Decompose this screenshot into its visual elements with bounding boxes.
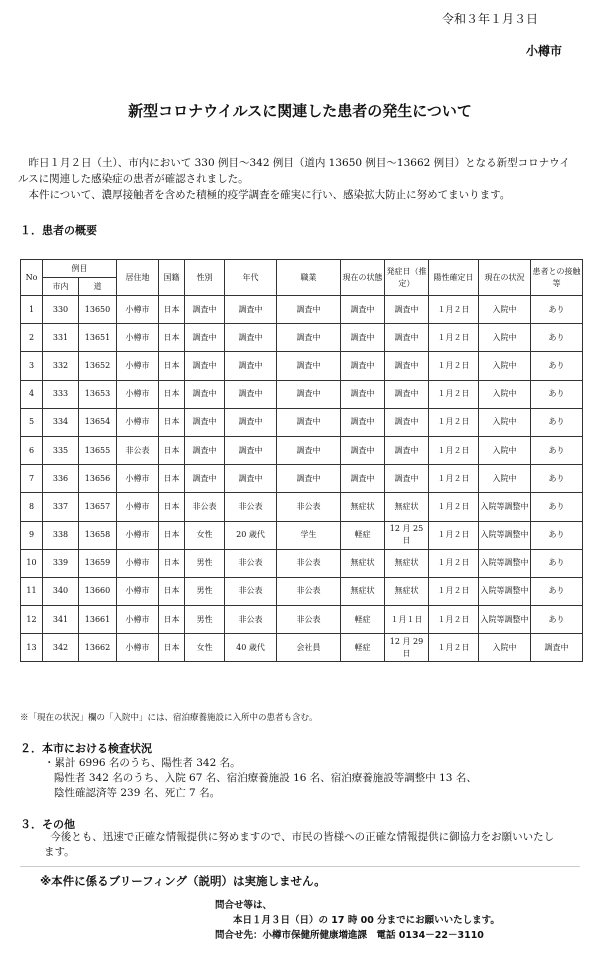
cell-sex: 男性 [185, 549, 225, 577]
cell-confirmed: １月２日 [429, 493, 479, 521]
col-current: 現在の状態 [341, 260, 385, 296]
cell-residence: 小樽市 [117, 634, 159, 662]
patient-table-body [21, 296, 583, 662]
section-1-heading: １．患者の概要 [20, 224, 97, 237]
cell-sex: 非公表 [185, 493, 225, 521]
intro-line-2: 本件について、濃厚接触者を含めた積極的疫学調査を確実に行い、感染拡大防止に努めてまいります。 [28, 189, 511, 201]
table-row [21, 465, 583, 493]
cell-no: 11 [21, 577, 43, 605]
table-row [21, 549, 583, 577]
contact-line-1: 問合せ等は、 [215, 900, 273, 911]
document-title: 新型コロナウイルスに関連した患者の発生について [128, 102, 472, 120]
cell-sex: 調査中 [185, 408, 225, 436]
cell-status: 入院等調整中 [479, 521, 531, 549]
cell-occupation: 調査中 [277, 324, 341, 352]
cell-no: 4 [21, 380, 43, 408]
cell-contact: 調査中 [531, 634, 583, 662]
cell-confirmed: １月２日 [429, 577, 479, 605]
cell-no: 5 [21, 408, 43, 436]
col-city-no: 市内 [43, 278, 79, 296]
cell-onset: １月１日 [385, 606, 429, 634]
cell-sex: 男性 [185, 577, 225, 605]
other-notes-text: 今後とも、迅速で正確な情報提供に努めますので、市民の皆様への正確な情報提供に御協力をお願いいたします。 [44, 831, 555, 858]
col-residence: 居住地 [117, 260, 159, 296]
cell-status: 入院中 [479, 380, 531, 408]
intro-line-1: 昨日１月２日（土）、市内において 330 例目～342 例目（道内 13650 例目～13662 例目）となる新型コロナウイルスに関連した感染症の患者が確認されました。 [18, 157, 570, 185]
cell-city-no: 334 [43, 408, 79, 436]
patient-table-header [21, 260, 583, 296]
cell-onset: 12 月 25 日 [385, 521, 429, 549]
cell-residence: 非公表 [117, 436, 159, 464]
cell-nationality: 日本 [159, 408, 185, 436]
cell-sex: 男性 [185, 606, 225, 634]
section-3-heading: ３．その他 [20, 818, 75, 831]
cell-current: 軽症 [341, 606, 385, 634]
cell-nationality: 日本 [159, 493, 185, 521]
cell-age: 20 歳代 [225, 521, 277, 549]
col-confirmed: 陽性確定日 [429, 260, 479, 296]
cell-sex: 調査中 [185, 380, 225, 408]
cell-no: 8 [21, 493, 43, 521]
cell-city-no: 341 [43, 606, 79, 634]
table-row [21, 606, 583, 634]
cell-city-no: 331 [43, 324, 79, 352]
cell-status: 入院中 [479, 634, 531, 662]
col-case: 例目 [43, 260, 117, 278]
cell-age: 調査中 [225, 465, 277, 493]
cell-city-no: 332 [43, 352, 79, 380]
cell-no: 2 [21, 324, 43, 352]
col-nationality: 国籍 [159, 260, 185, 296]
cell-nationality: 日本 [159, 324, 185, 352]
col-contact: 患者との接触等 [531, 260, 583, 296]
cell-confirmed: １月２日 [429, 380, 479, 408]
cell-nationality: 日本 [159, 549, 185, 577]
cell-contact: あり [531, 521, 583, 549]
table-row [21, 408, 583, 436]
cell-onset: 無症状 [385, 493, 429, 521]
cell-current: 軽症 [341, 521, 385, 549]
cell-status: 入院中 [479, 324, 531, 352]
section-2-heading: ２．本市における検査状況 [20, 742, 152, 755]
cell-status: 入院中 [479, 436, 531, 464]
cell-residence: 小樽市 [117, 493, 159, 521]
cell-sex: 調査中 [185, 465, 225, 493]
table-row [21, 380, 583, 408]
cell-residence: 小樽市 [117, 606, 159, 634]
table-row [21, 521, 583, 549]
cell-residence: 小樽市 [117, 296, 159, 324]
cell-contact: あり [531, 606, 583, 634]
testing-status [44, 756, 477, 801]
cell-nationality: 日本 [159, 521, 185, 549]
table-row [21, 352, 583, 380]
cell-pref-no: 13652 [79, 352, 117, 380]
cell-confirmed: １月２日 [429, 352, 479, 380]
cell-contact: あり [531, 324, 583, 352]
cell-age: 調査中 [225, 436, 277, 464]
cell-confirmed: １月２日 [429, 408, 479, 436]
cell-current: 無症状 [341, 577, 385, 605]
cell-onset: 無症状 [385, 549, 429, 577]
cell-residence: 小樽市 [117, 380, 159, 408]
cell-nationality: 日本 [159, 380, 185, 408]
col-age: 年代 [225, 260, 277, 296]
report-date: 令和３年１月３日 [441, 12, 538, 26]
cell-sex: 女性 [185, 634, 225, 662]
cell-nationality: 日本 [159, 606, 185, 634]
cell-no: 9 [21, 521, 43, 549]
cell-contact: あり [531, 577, 583, 605]
col-no: No [21, 260, 43, 296]
testing-total: ・累計 6996 名のうち、陽性者 342 名。 [44, 757, 241, 769]
cell-occupation: 会社員 [277, 634, 341, 662]
cell-no: 12 [21, 606, 43, 634]
cell-city-no: 342 [43, 634, 79, 662]
cell-current: 調査中 [341, 324, 385, 352]
cell-age: 非公表 [225, 549, 277, 577]
cell-no: 10 [21, 549, 43, 577]
cell-residence: 小樽市 [117, 352, 159, 380]
cell-residence: 小樽市 [117, 577, 159, 605]
cell-residence: 小樽市 [117, 549, 159, 577]
testing-breakdown-2: 陰性確認済等 239 名、死亡 7 名。 [54, 787, 221, 799]
cell-confirmed: １月２日 [429, 634, 479, 662]
cell-sex: 女性 [185, 521, 225, 549]
cell-onset: 調査中 [385, 296, 429, 324]
cell-pref-no: 13653 [79, 380, 117, 408]
cell-confirmed: １月２日 [429, 465, 479, 493]
cell-nationality: 日本 [159, 296, 185, 324]
cell-city-no: 335 [43, 436, 79, 464]
table-row [21, 493, 583, 521]
cell-occupation: 非公表 [277, 606, 341, 634]
cell-no: 13 [21, 634, 43, 662]
cell-age: 非公表 [225, 577, 277, 605]
cell-city-no: 337 [43, 493, 79, 521]
cell-occupation: 非公表 [277, 493, 341, 521]
cell-occupation: 学生 [277, 521, 341, 549]
cell-onset: 調査中 [385, 380, 429, 408]
cell-current: 無症状 [341, 549, 385, 577]
cell-occupation: 非公表 [277, 577, 341, 605]
cell-status: 入院等調整中 [479, 493, 531, 521]
cell-pref-no: 13656 [79, 465, 117, 493]
cell-residence: 小樽市 [117, 465, 159, 493]
cell-age: 調査中 [225, 408, 277, 436]
cell-contact: あり [531, 493, 583, 521]
cell-sex: 調査中 [185, 324, 225, 352]
cell-status: 入院中 [479, 465, 531, 493]
cell-pref-no: 13659 [79, 549, 117, 577]
cell-current: 調査中 [341, 352, 385, 380]
cell-contact: あり [531, 436, 583, 464]
testing-breakdown-1: 陽性者 342 名のうち、入院 67 名、宿泊療養施設 16 名、宿泊療養施設等調整中 13 名、 [54, 772, 477, 784]
issuer-city: 小樽市 [525, 44, 562, 58]
table-row [21, 324, 583, 352]
table-row [21, 436, 583, 464]
cell-current: 調査中 [341, 436, 385, 464]
cell-city-no: 333 [43, 380, 79, 408]
cell-no: 6 [21, 436, 43, 464]
cell-city-no: 340 [43, 577, 79, 605]
table-row [21, 296, 583, 324]
cell-residence: 小樽市 [117, 408, 159, 436]
cell-age: 調査中 [225, 324, 277, 352]
contact-info [215, 898, 500, 943]
cell-pref-no: 13650 [79, 296, 117, 324]
cell-pref-no: 13658 [79, 521, 117, 549]
cell-status: 入院等調整中 [479, 606, 531, 634]
contact-line-3: 問合せ先：小樽市保健所健康増進課 電話 0134－22－3110 [215, 930, 484, 941]
cell-confirmed: １月２日 [429, 549, 479, 577]
cell-no: 3 [21, 352, 43, 380]
cell-status: 入院中 [479, 352, 531, 380]
cell-age: 40 歳代 [225, 634, 277, 662]
cell-occupation: 調査中 [277, 352, 341, 380]
contact-line-2: 本日１月３日（日）の 17 時 00 分までにお願いいたします。 [233, 915, 500, 926]
cell-onset: 調査中 [385, 408, 429, 436]
cell-sex: 調査中 [185, 436, 225, 464]
table-row [21, 577, 583, 605]
cell-city-no: 336 [43, 465, 79, 493]
briefing-notice: ※本件に係るブリーフィング（説明）は実施しません。 [40, 874, 326, 888]
cell-nationality: 日本 [159, 634, 185, 662]
cell-contact: あり [531, 296, 583, 324]
col-sex: 性別 [185, 260, 225, 296]
cell-age: 非公表 [225, 606, 277, 634]
intro-paragraph [18, 155, 578, 203]
cell-nationality: 日本 [159, 436, 185, 464]
cell-confirmed: １月２日 [429, 606, 479, 634]
cell-contact: あり [531, 408, 583, 436]
cell-confirmed: １月２日 [429, 324, 479, 352]
cell-occupation: 調査中 [277, 465, 341, 493]
cell-pref-no: 13662 [79, 634, 117, 662]
cell-city-no: 339 [43, 549, 79, 577]
cell-no: 7 [21, 465, 43, 493]
cell-occupation: 調査中 [277, 296, 341, 324]
cell-status: 入院中 [479, 296, 531, 324]
cell-nationality: 日本 [159, 352, 185, 380]
cell-contact: あり [531, 465, 583, 493]
cell-age: 調査中 [225, 352, 277, 380]
cell-pref-no: 13651 [79, 324, 117, 352]
cell-pref-no: 13660 [79, 577, 117, 605]
table-footnote: ※「現在の状況」欄の「入院中」には、宿泊療養施設に入所中の患者も含む。 [20, 713, 318, 723]
cell-status: 入院等調整中 [479, 549, 531, 577]
divider [20, 866, 580, 867]
cell-current: 無症状 [341, 493, 385, 521]
cell-age: 調査中 [225, 380, 277, 408]
cell-occupation: 調査中 [277, 408, 341, 436]
col-occupation: 職業 [277, 260, 341, 296]
cell-onset: 12 月 29 日 [385, 634, 429, 662]
cell-age: 調査中 [225, 296, 277, 324]
cell-nationality: 日本 [159, 465, 185, 493]
cell-current: 調査中 [341, 408, 385, 436]
cell-confirmed: １月２日 [429, 521, 479, 549]
cell-pref-no: 13661 [79, 606, 117, 634]
cell-contact: あり [531, 380, 583, 408]
cell-contact: あり [531, 352, 583, 380]
cell-current: 調査中 [341, 380, 385, 408]
cell-occupation: 非公表 [277, 549, 341, 577]
cell-status: 入院中 [479, 408, 531, 436]
other-notes [44, 830, 564, 860]
cell-onset: 調査中 [385, 324, 429, 352]
cell-pref-no: 13654 [79, 408, 117, 436]
cell-sex: 調査中 [185, 296, 225, 324]
col-onset: 発症日（推定） [385, 260, 429, 296]
cell-no: 1 [21, 296, 43, 324]
cell-age: 非公表 [225, 493, 277, 521]
cell-occupation: 調査中 [277, 380, 341, 408]
col-status: 現在の状況 [479, 260, 531, 296]
cell-confirmed: １月２日 [429, 436, 479, 464]
patient-table [20, 259, 583, 662]
cell-pref-no: 13655 [79, 436, 117, 464]
cell-pref-no: 13657 [79, 493, 117, 521]
cell-occupation: 調査中 [277, 436, 341, 464]
cell-residence: 小樽市 [117, 324, 159, 352]
cell-current: 調査中 [341, 465, 385, 493]
cell-city-no: 338 [43, 521, 79, 549]
cell-city-no: 330 [43, 296, 79, 324]
cell-nationality: 日本 [159, 577, 185, 605]
cell-sex: 調査中 [185, 352, 225, 380]
table-row [21, 634, 583, 662]
cell-residence: 小樽市 [117, 521, 159, 549]
col-pref-no: 道 [79, 278, 117, 296]
cell-onset: 調査中 [385, 436, 429, 464]
cell-contact: あり [531, 549, 583, 577]
cell-current: 軽症 [341, 634, 385, 662]
cell-onset: 無症状 [385, 577, 429, 605]
cell-onset: 調査中 [385, 352, 429, 380]
cell-onset: 調査中 [385, 465, 429, 493]
cell-current: 調査中 [341, 296, 385, 324]
cell-confirmed: １月２日 [429, 296, 479, 324]
cell-status: 入院等調整中 [479, 577, 531, 605]
